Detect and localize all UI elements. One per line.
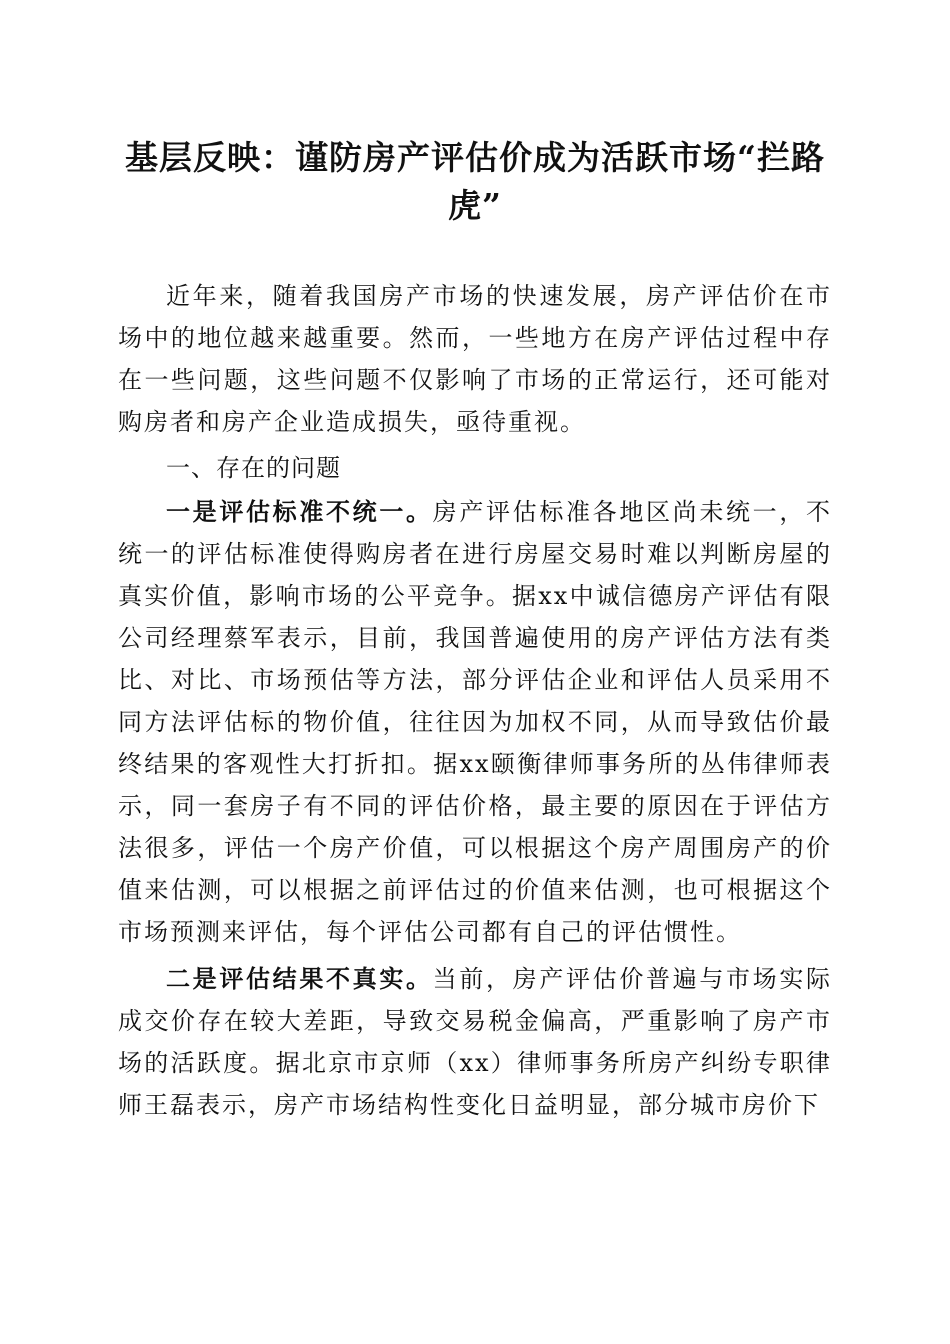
point-paragraph-1 — [118, 491, 832, 953]
intro-paragraph: 近年来，随着我国房产市场的快速发展，房产评估价在市场中的地位越来越重要。然而，一些地方在房产评估过程中存在一些问题，这些问题不仅影响了市场的正常运行，还可能对购房者和房产企业造成损失，亟待重视。 — [118, 282, 832, 436]
point-text-1: 房产评估标准各地区尚未统一，不统一的评估标准使得购房者在进行房屋交易时难以判断房屋的真实价值，影响市场的公平竞争。据xx中诚信德房产评估有限公司经理蔡军表示，目前，我国普遍使用的房产评估方法有类比、对比、市场预估等方法，部分评估企业和评估人员采用不同方法评估标的物价值，往往因为加权不同，从而导致估价最终结果的客观性大打折扣。据xx颐衡律师事务所的丛伟律师表示，同一套房子有不同的评估价格，最主要的原因在于评估方法很多，评估一个房产价值，可以根据这个房产周围房产的价值来估测，可以根据之前评估过的价值来估测，也可根据这个市场预测来评估，每个评估公司都有自己的评估惯性。 — [118, 498, 833, 946]
section-heading: 一、存在的问题 — [166, 454, 341, 482]
point-text-2: 当前，房产评估价普遍与市场实际成交价存在较大差距，导致交易税金偏高，严重影响了房产市场的活跃度。据北京市京师（xx）律师事务所房产纠纷专职律师王磊表示，房产市场结构性变化日益明显，部分城市房价下 — [118, 965, 833, 1119]
point-lead-1: 一是评估标准不统一。 — [166, 497, 433, 526]
document-title: 基层反映：谨防房产评估价成为活跃市场“拦路虎” — [125, 138, 825, 225]
document-body — [118, 275, 832, 1126]
point-paragraph-2 — [118, 958, 832, 1126]
point-lead-2: 二是评估结果不真实。 — [166, 964, 433, 993]
